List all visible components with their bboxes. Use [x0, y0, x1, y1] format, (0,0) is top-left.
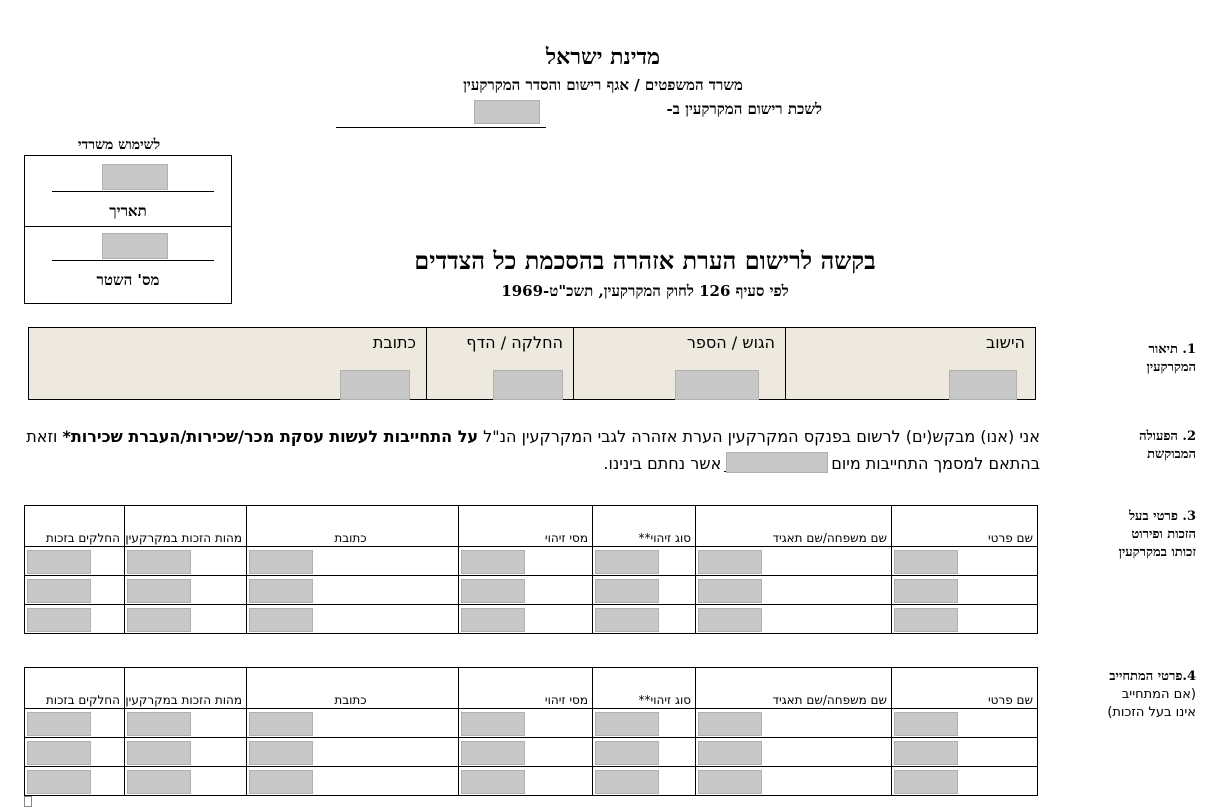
col-shares: החלקים בזכות [25, 668, 125, 709]
section-2-number: 2. [1182, 429, 1196, 444]
address-field[interactable] [249, 741, 313, 765]
section-2-line1: הפעולה [1139, 429, 1178, 444]
section-1-label [1076, 341, 1196, 377]
section-4-line1: פרטי המתחייב [1109, 669, 1183, 684]
bureau-underline [336, 127, 546, 128]
deed-number-field[interactable] [102, 233, 168, 259]
address-field[interactable] [249, 579, 313, 603]
section-3-label [1076, 508, 1196, 562]
first-name-field[interactable] [894, 712, 958, 736]
section-3-line3: זכותו במקרקעין [1118, 545, 1196, 560]
id-number-field[interactable] [461, 741, 525, 765]
id-type-field[interactable] [595, 550, 659, 574]
date-label: תאריך [109, 202, 147, 220]
property-table [28, 327, 1036, 400]
last-name-field[interactable] [698, 712, 762, 736]
request-text-2: על התחייבות לעשות [329, 427, 479, 446]
request-text-3: עסקת מכר/שכירות/העברת שכירות* [62, 427, 325, 446]
col-shares: החלקים בזכות [25, 506, 125, 547]
section-2-label [1076, 428, 1196, 464]
office-use-title: לשימוש משרדי [77, 137, 161, 153]
country-title: מדינת ישראל [545, 44, 661, 70]
first-name-field[interactable] [894, 579, 958, 603]
table-row [25, 767, 1038, 796]
last-name-field[interactable] [698, 550, 762, 574]
settlement-label: הישוב [986, 333, 1025, 352]
shares-field[interactable] [27, 550, 91, 574]
right-nature-field[interactable] [127, 770, 191, 794]
section-4-label [1076, 668, 1196, 722]
table-row [25, 576, 1038, 605]
office-box-divider [25, 226, 231, 227]
last-name-field[interactable] [698, 579, 762, 603]
first-name-field[interactable] [894, 550, 958, 574]
id-number-field[interactable] [461, 608, 525, 632]
id-number-field[interactable] [461, 550, 525, 574]
date-field[interactable] [102, 164, 168, 190]
shares-field[interactable] [27, 741, 91, 765]
property-address-cell [29, 328, 426, 399]
col-id-type: סוג זיהוי** [593, 668, 696, 709]
bureau-field[interactable] [474, 100, 540, 124]
id-number-field[interactable] [461, 770, 525, 794]
col-first-name: שם פרטי [892, 668, 1038, 709]
request-text-5: אשר נחתם בינינו. [603, 454, 722, 473]
address-field[interactable] [340, 370, 410, 400]
col-right-nature: מהות הזכות במקרקעין [125, 668, 247, 709]
property-parcel-cell [426, 328, 573, 399]
address-field[interactable] [249, 608, 313, 632]
settlement-field[interactable] [949, 370, 1017, 400]
date-underline [52, 191, 214, 192]
commitment-date-blank [724, 452, 828, 472]
commitment-date-field[interactable] [726, 452, 828, 473]
paragraph-mark [24, 796, 32, 807]
right-nature-field[interactable] [127, 712, 191, 736]
col-id-number: מסי זיהוי [459, 668, 593, 709]
shares-field[interactable] [27, 608, 91, 632]
shares-field[interactable] [27, 712, 91, 736]
right-nature-field[interactable] [127, 741, 191, 765]
id-number-field[interactable] [461, 712, 525, 736]
id-type-field[interactable] [595, 712, 659, 736]
table-row [25, 738, 1038, 767]
right-holder-table [24, 505, 1038, 634]
col-address: כתובת [247, 668, 459, 709]
block-field[interactable] [675, 370, 759, 400]
parcel-label: החלקה / הדף [466, 333, 563, 352]
col-first-name: שם פרטי [892, 506, 1038, 547]
right-nature-field[interactable] [127, 550, 191, 574]
shares-field[interactable] [27, 770, 91, 794]
address-field[interactable] [249, 550, 313, 574]
address-field[interactable] [249, 712, 313, 736]
col-address: כתובת [247, 506, 459, 547]
col-id-type: סוג זיהוי** [593, 506, 696, 547]
id-type-field[interactable] [595, 608, 659, 632]
property-settlement-cell [785, 328, 1035, 399]
section-1-line1: תיאור [1148, 342, 1178, 357]
bureau-line [326, 100, 836, 128]
deed-number-underline [52, 260, 214, 261]
block-label: הגוש / הספר [686, 333, 775, 352]
request-text-4: וזאת בהתאם למסמך התחייבות מיום [26, 427, 1040, 473]
table-row [25, 605, 1038, 634]
first-name-field[interactable] [894, 770, 958, 794]
request-paragraph [20, 423, 1040, 477]
col-id-number: מסי זיהוי [459, 506, 593, 547]
deed-number-label: מס' השטר [96, 271, 160, 289]
id-number-field[interactable] [461, 579, 525, 603]
property-block-cell [573, 328, 785, 399]
section-3-line2: הזכות ופירוט [1131, 527, 1196, 542]
table-header-row [25, 506, 1038, 547]
section-4-number: 4. [1182, 669, 1196, 684]
first-name-field[interactable] [894, 608, 958, 632]
address-field[interactable] [249, 770, 313, 794]
last-name-field[interactable] [698, 741, 762, 765]
section-4-line2: (אם המתחייב [1121, 687, 1196, 702]
col-last-name: שם משפחה/שם תאגיד [696, 506, 892, 547]
address-label: כתובת [372, 333, 416, 352]
parcel-field[interactable] [493, 370, 563, 400]
ministry-title: משרד המשפטים / אגף רישום והסדר המקרקעין [463, 76, 743, 94]
section-2-line2: המבוקשת [1147, 447, 1196, 462]
last-name-field[interactable] [698, 770, 762, 794]
office-use-box [24, 155, 232, 304]
table-row [25, 547, 1038, 576]
bureau-label: לשכת רישום המקרקעין ב- [666, 100, 822, 118]
right-nature-field[interactable] [127, 608, 191, 632]
col-last-name: שם משפחה/שם תאגיד [696, 668, 892, 709]
section-3-number: 3. [1182, 509, 1196, 524]
section-1-line2: המקרקעין [1146, 360, 1196, 375]
request-text-1: אני (אנו) מבקש(ים) לרשום בפנקס המקרקעין הערת אזהרה לגבי המקרקעין הנ"ל [483, 427, 1040, 446]
right-nature-field[interactable] [127, 579, 191, 603]
form-subtitle: לפי סעיף 126 לחוק המקרקעין, תשכ"ט-1969 [501, 282, 789, 300]
form-title: בקשה לרישום הערת אזהרה בהסכמת כל הצדדים [414, 246, 876, 275]
shares-field[interactable] [27, 579, 91, 603]
first-name-field[interactable] [894, 741, 958, 765]
id-type-field[interactable] [595, 579, 659, 603]
col-right-nature: מהות הזכות במקרקעין [125, 506, 247, 547]
obligor-table [24, 667, 1038, 796]
section-1-number: 1. [1182, 342, 1196, 357]
id-type-field[interactable] [595, 770, 659, 794]
table-row [25, 709, 1038, 738]
section-4-line3: אינו בעל הזכות) [1107, 705, 1196, 720]
table-header-row [25, 668, 1038, 709]
last-name-field[interactable] [698, 608, 762, 632]
section-3-line1: פרטי בעל [1128, 509, 1178, 524]
id-type-field[interactable] [595, 741, 659, 765]
